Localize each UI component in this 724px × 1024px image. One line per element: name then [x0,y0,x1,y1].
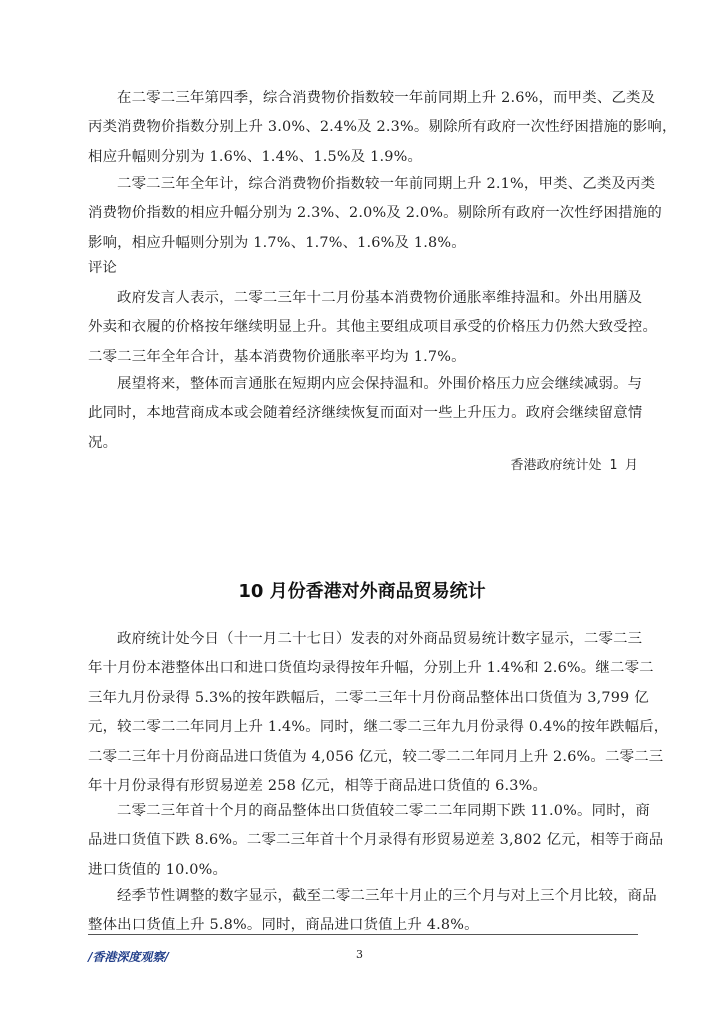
source-attribution: 香港政府统计处 1 月 [510,458,638,473]
text-line: 三年九月份录得 5.3%的按年跌幅后，二零二三年十月份商品整体出口货值为 3,799 亿 [88,689,649,706]
text-line: 年十月份录得有形贸易逆差 258 亿元，相等于商品进口货值的 6.3%。 [88,777,548,794]
text-line: 二零二三年首十个月的商品整体出口货值较二零二二年同期下跌 11.0%。同时，商 [117,803,650,819]
trade-ten-month-paragraph [88,797,664,885]
text-line: 展望将来，整体而言通胀在短期内应会保持温和。外围价格压力应会继续减弱。与 [117,376,643,392]
text-line: 二零二三年全年合计，基本消费物价通胀率平均为 1.7%。 [88,348,466,365]
text-line: 相应升幅则分别为 1.6%、1.4%、1.5%及 1.9%。 [88,148,423,165]
text-line: 政府发言人表示，二零二三年十二月份基本消费物价通胀率维持温和。外出用膳及 [117,290,643,306]
text-line: 整体出口货值上升 5.8%。同时，商品进口货值上升 4.8%。 [88,917,479,934]
text-line: 影响，相应升幅则分别为 1.7%、1.7%、1.6%及 1.8%。 [88,234,466,251]
cpi-comment-paragraph [88,284,658,372]
text-line: 年十月份本港整体出口和进口货值均录得按年升幅，分别上升 1.4%和 2.6%。继二零二 [88,660,654,677]
text-line: 政府统计处今日（十一月二十七日）发表的对外商品贸易统计数字显示，二零二三 [117,631,643,647]
trade-summary-paragraph [88,625,669,801]
text-line: 况。 [88,434,118,451]
text-line: 经季节性调整的数字显示，截至二零二三年十月止的三个月与对上三个月比较，商品 [117,888,657,904]
text-line: 元，较二零二二年同月上升 1.4%。同时，继二零二三年九月份录得 0.4%的按年跌幅后， [88,719,669,736]
cpi-q4-paragraph [88,84,677,172]
publication-name: /香港深度观察/ [88,950,169,964]
text-line: 丙类消费物价指数分别上升 3.0%、2.4%及 2.3%。剔除所有政府一次性纾困措施的影响， [88,119,677,136]
text-line: 品进口货值下跌 8.6%。二零二三年首十个月录得有形贸易逆差 3,802 亿元，相等于商品 [88,832,664,849]
trade-seasonal-paragraph [88,882,657,941]
footer-divider [88,934,638,935]
cpi-annual-paragraph [88,170,662,258]
text-line: 在二零二三年第四季，综合消费物价指数较一年前同期上升 2.6%，而甲类、乙类及 [117,90,656,106]
page-number: 3 [356,948,363,961]
text-line: 外卖和衣履的价格按年继续明显上升。其他主要组成项目承受的价格压力仍然大致受控。 [88,319,658,336]
text-line: 此同时，本地营商成本或会随着经济继续恢复而面对一些上升压力。政府会继续留意情 [88,405,643,422]
text-line: 进口货值的 10.0%。 [88,861,228,878]
text-line: 二零二三年全年计，综合消费物价指数较一年前同期上升 2.1%，甲类、乙类及丙类 [117,176,656,192]
cpi-outlook-paragraph [88,370,650,458]
text-line: 消费物价指数的相应升幅分别为 2.3%、2.0%及 2.0%。剔除所有政府一次性纾困措施的 [88,205,662,222]
comment-heading: 评论 [88,260,117,276]
text-line: 二零二三年十月份商品进口货值为 4,056 亿元，较二零二二年同月上升 2.6%。二零二三 [88,748,664,765]
trade-section-title: 10 月份香港对外商品贸易统计 [238,581,486,602]
